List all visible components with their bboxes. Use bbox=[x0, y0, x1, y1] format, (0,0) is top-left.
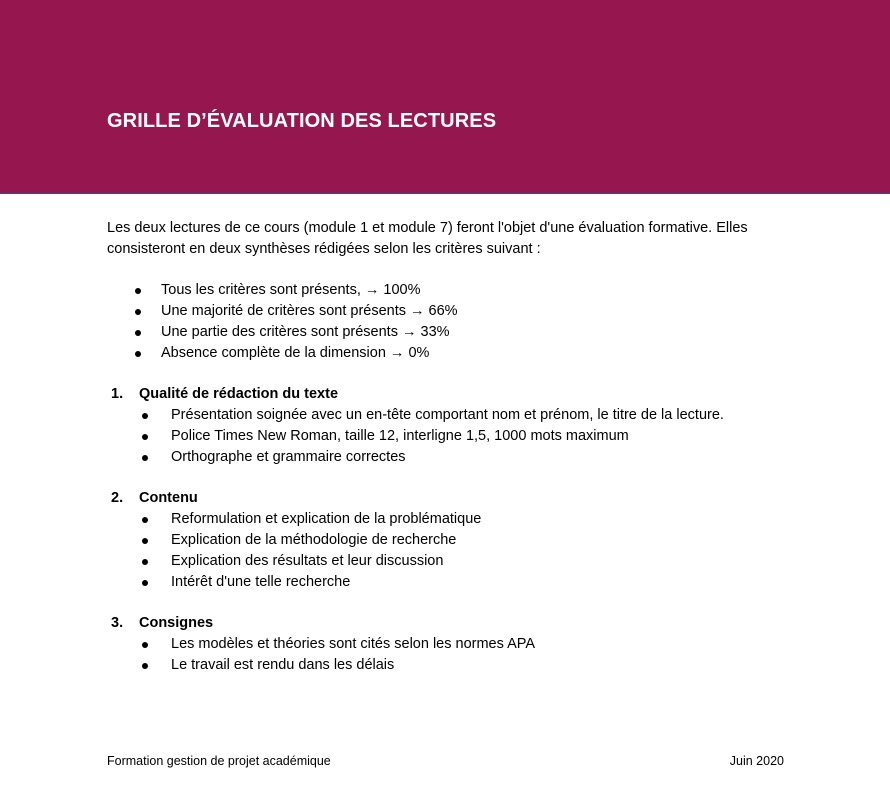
footer-date: Juin 2020 bbox=[729, 754, 784, 768]
bullet-icon bbox=[142, 538, 148, 544]
section-quality bbox=[107, 384, 797, 468]
bullet-icon bbox=[135, 351, 141, 357]
list-item: Reformulation et explication de la problématique bbox=[107, 509, 797, 530]
section-content bbox=[107, 488, 797, 593]
intro-paragraph: Les deux lectures de ce cours (module 1 et module 7) feront l'objet d'une évaluation formative. Elles consisteront en deux synthèses rédigées selon les critères suivant : bbox=[107, 220, 748, 257]
bullet-icon bbox=[142, 559, 148, 565]
list-item: Orthographe et grammaire correctes bbox=[107, 447, 797, 468]
list-item: Absence complète de la dimension → 0% bbox=[107, 343, 797, 364]
bullet-icon bbox=[142, 413, 148, 419]
bullet-icon bbox=[142, 580, 148, 586]
header-banner bbox=[0, 0, 890, 194]
section-instructions bbox=[107, 613, 797, 676]
list-item: Les modèles et théories sont cités selon les normes APA bbox=[107, 634, 797, 655]
bullet-icon bbox=[142, 434, 148, 440]
bullet-icon bbox=[142, 642, 148, 648]
criteria-list bbox=[107, 405, 797, 468]
list-item: Explication de la méthodologie de recherche bbox=[107, 530, 797, 551]
bullet-icon bbox=[142, 455, 148, 461]
scoring-scale-list bbox=[107, 280, 797, 364]
list-item: Intérêt d'une telle recherche bbox=[107, 572, 797, 593]
list-item: Explication des résultats et leur discussion bbox=[107, 551, 797, 572]
list-item: Une majorité de critères sont présents → 66% bbox=[107, 301, 797, 322]
footer-course-name: Formation gestion de projet académique bbox=[107, 754, 331, 768]
page-title: GRILLE D’ÉVALUATION DES LECTURES bbox=[107, 110, 497, 132]
list-item: Tous les critères sont présents, → 100% bbox=[107, 280, 797, 301]
bullet-icon bbox=[135, 309, 141, 315]
section-heading: 2. Contenu bbox=[111, 490, 198, 506]
list-item: Présentation soignée avec un en-tête comportant nom et prénom, le titre de la lecture. bbox=[107, 405, 797, 426]
bullet-icon bbox=[142, 517, 148, 523]
section-heading: 1. Qualité de rédaction du texte bbox=[111, 386, 339, 402]
criteria-list bbox=[107, 634, 797, 676]
bullet-icon bbox=[135, 330, 141, 336]
list-item: Police Times New Roman, taille 12, interligne 1,5, 1000 mots maximum bbox=[107, 426, 797, 447]
page-footer bbox=[107, 754, 784, 768]
bullet-icon bbox=[135, 288, 141, 294]
section-heading: 3. Consignes bbox=[111, 615, 214, 631]
criteria-list bbox=[107, 509, 797, 593]
bullet-icon bbox=[142, 663, 148, 669]
list-item: Une partie des critères sont présents → 33% bbox=[107, 322, 797, 343]
document-body bbox=[107, 218, 797, 676]
list-item: Le travail est rendu dans les délais bbox=[107, 655, 797, 676]
